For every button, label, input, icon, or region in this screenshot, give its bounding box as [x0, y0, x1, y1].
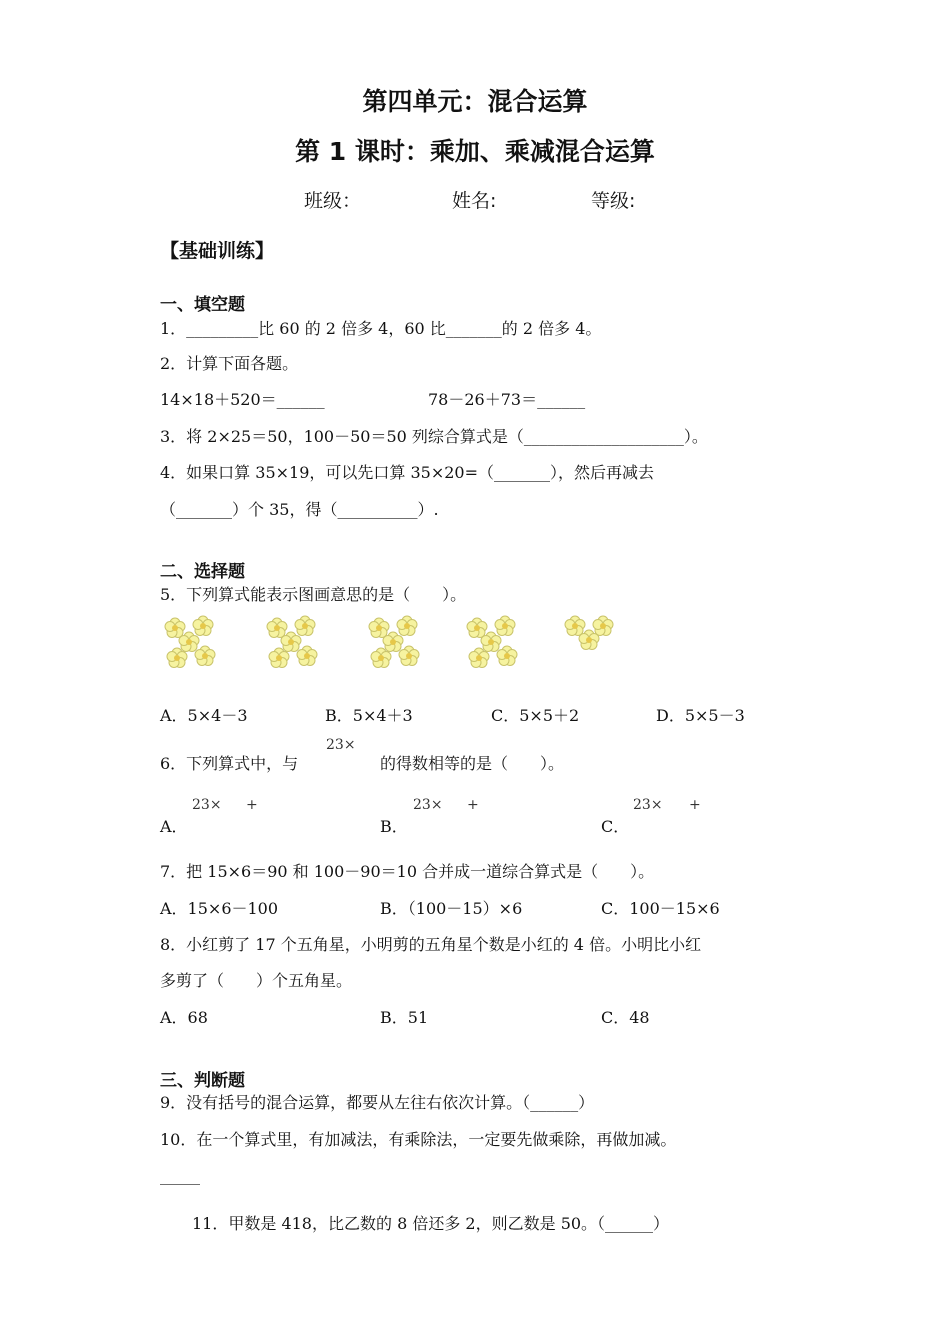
q6-option-a-expr1: 23× — [192, 797, 222, 813]
question-2: 2．计算下面各题。 — [160, 354, 299, 373]
q6-option-c-expr2: + — [689, 797, 701, 813]
part3-heading: 三、判断题 — [160, 1071, 245, 1091]
q6-option-a-expr2: + — [246, 797, 258, 813]
question-6-post: 的得数相等的是（ ）。 — [380, 754, 565, 773]
q6-option-b-expr2: + — [467, 797, 479, 813]
question-3: 3．将 2×25＝50，100－50＝50 列综合算式是（____________________）。 — [160, 427, 708, 446]
q8-option-a[interactable]: A．68 — [160, 1008, 208, 1027]
flower-group-2 — [267, 616, 317, 668]
flower-group-4 — [467, 616, 517, 668]
q7-option-b[interactable]: B．（100－15）×6 — [380, 899, 523, 918]
question-4-line2: （_______）个 35，得（__________）. — [160, 500, 439, 519]
q5-option-a[interactable]: A．5×4－3 — [160, 706, 248, 725]
question-9: 9．没有括号的混合运算，都要从左往右依次计算。（______） — [160, 1093, 595, 1112]
question-4-line1: 4．如果口算 35×19，可以先口算 35×20=（_______），然后再减去 — [160, 463, 655, 482]
question-8-line2: 多剪了（ ）个五角星。 — [160, 971, 353, 990]
q6-option-b-expr1: 23× — [413, 797, 443, 813]
grade-label: 等级: — [591, 190, 636, 212]
flower-group-1 — [165, 616, 215, 668]
q7-option-a[interactable]: A．15×6－100 — [160, 899, 279, 918]
name-label: 姓名: — [452, 190, 497, 212]
part1-heading: 一、填空题 — [160, 295, 245, 315]
question-10-blank[interactable]: _____ — [160, 1166, 200, 1185]
question-7: 7．把 15×6＝90 和 100－90＝10 合并成一道综合算式是（ ）。 — [160, 862, 655, 881]
flower-group-5 — [565, 616, 613, 650]
q5-option-c[interactable]: C．5×5＋2 — [491, 706, 580, 725]
page-title: 第四单元：混合运算 — [362, 87, 588, 116]
question-11: 11．甲数是 418，比乙数的 8 倍还多 2，则乙数是 50。（______） — [192, 1214, 670, 1233]
section-label: 【基础训练】 — [160, 240, 275, 262]
question-6-expression: 23× — [326, 737, 356, 753]
q6-option-b-label[interactable]: B． — [380, 817, 408, 836]
class-label: 班级： — [304, 190, 362, 212]
q8-option-c[interactable]: C．48 — [601, 1008, 650, 1027]
question-6-pre: 6．下列算式中，与 — [160, 754, 299, 773]
flower-groups-figure — [155, 608, 635, 676]
question-5: 5．下列算式能表示图画意思的是（ ）。 — [160, 585, 467, 604]
question-10: 10．在一个算式里，有加减法，有乘除法，一定要先做乘除，再做加减。 — [160, 1130, 677, 1149]
lesson-subtitle: 第 1 课时：乘加、乘减混合运算 — [295, 137, 655, 166]
flower-group-3 — [369, 616, 419, 668]
question-2b: 78－26＋73＝______ — [428, 390, 586, 409]
question-8-line1: 8．小红剪了 17 个五角星，小明剪的五角星个数是小红的 4 倍。小明比小红 — [160, 935, 702, 954]
q6-option-a-label[interactable]: A． — [160, 817, 188, 836]
q8-option-b[interactable]: B．51 — [380, 1008, 429, 1027]
q5-option-b[interactable]: B．5×4＋3 — [325, 706, 413, 725]
q6-option-c-expr1: 23× — [633, 797, 663, 813]
question-1: 1．_________比 60 的 2 倍多 4，60 比_______的 2 倍多 4。 — [160, 319, 602, 338]
question-2a: 14×18＋520＝______ — [160, 390, 325, 409]
q6-option-c-label[interactable]: C． — [601, 817, 630, 836]
q5-option-d[interactable]: D．5×5－3 — [656, 706, 745, 725]
q7-option-c[interactable]: C．100－15×6 — [601, 899, 720, 918]
part2-heading: 二、选择题 — [160, 562, 245, 582]
